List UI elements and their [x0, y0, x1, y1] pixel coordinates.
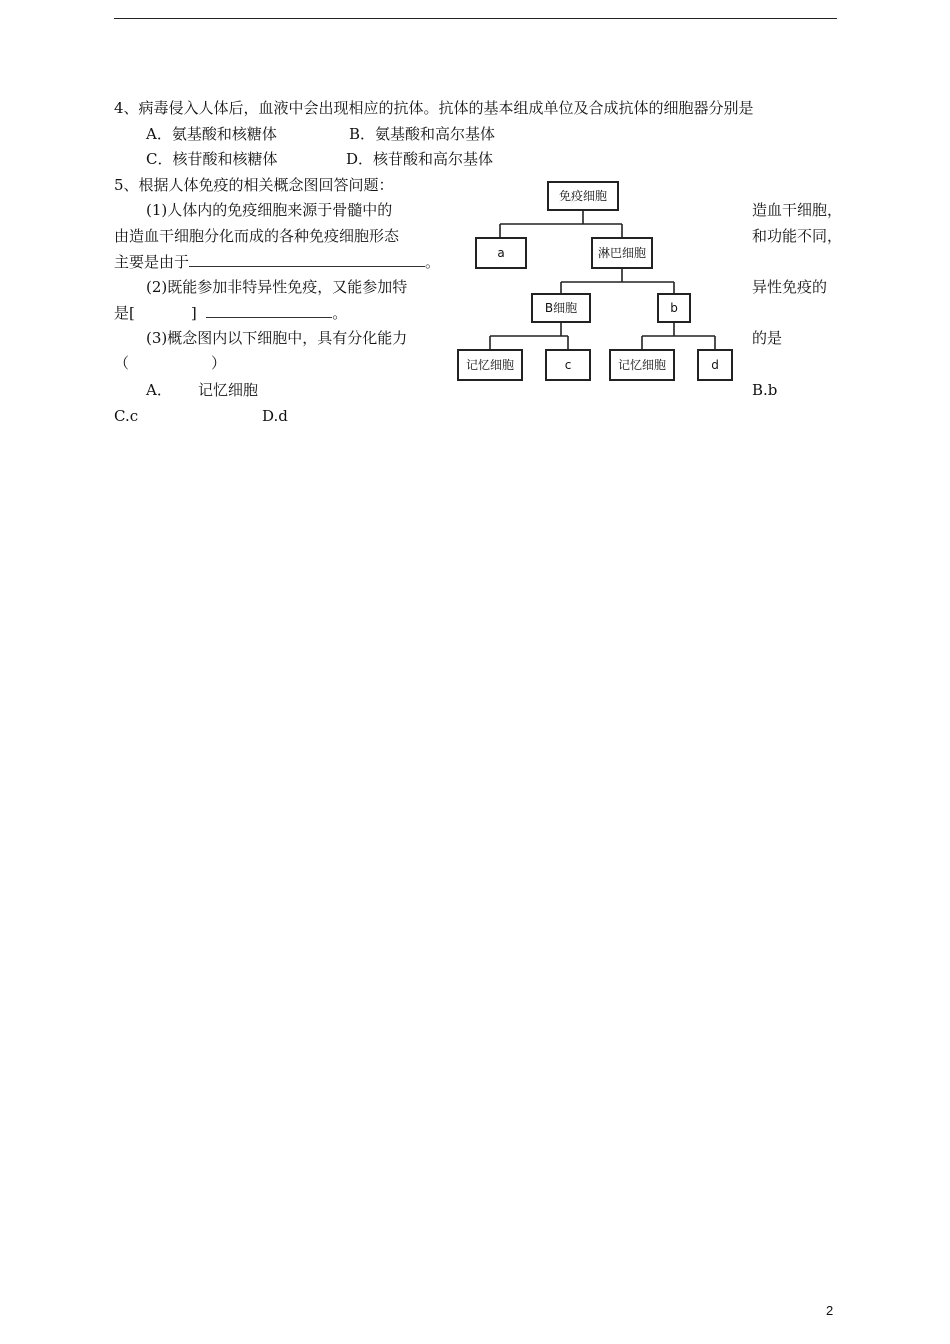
q5-p1-line3	[114, 252, 440, 272]
q5-p1-line1-right: 造血干细胞，	[752, 201, 843, 219]
q5-p2-mid: ]	[190, 304, 197, 322]
edge-b	[642, 322, 715, 350]
q4-option-d: D．核苷酸和高尔基体	[346, 150, 494, 168]
node-root-label: 免疫细胞	[558, 189, 607, 203]
q5-stem: 5、根据人体免疫的相关概念图回答问题：	[114, 176, 394, 194]
q5-p1-line2-right: 和功能不同，	[752, 227, 843, 245]
q4-option-c: C．核苷酸和核糖体	[146, 150, 278, 168]
q5-p3-line1-left: (3)概念图内以下细胞中，具有分化能力	[146, 329, 408, 347]
q5-option-a-letter: A．	[146, 381, 172, 399]
q5-p3-line1-right: 的是	[752, 329, 783, 347]
node-memory1-label: 记忆细胞	[465, 358, 514, 372]
q4-option-a: A．氨基酸和核糖体	[146, 125, 277, 143]
node-memory2-label: 记忆细胞	[617, 358, 666, 372]
paren-open: （	[114, 354, 130, 372]
edge-lymph	[561, 268, 674, 294]
q5-p2-line1-left: (2)既能参加非特异性免疫，又能参加特	[146, 278, 408, 296]
q5-p2-line2	[114, 303, 347, 323]
q5-p3-paren	[114, 353, 226, 373]
q5-p1-suffix: 。	[425, 253, 441, 271]
q5-option-d: D.d	[262, 407, 288, 425]
diagram-svg	[440, 178, 760, 388]
edge-bcell	[490, 322, 568, 350]
q5-p2-prefix: 是[	[114, 304, 135, 322]
node-a-label: a	[497, 246, 505, 260]
header-rule	[114, 18, 837, 19]
q5-p1-prefix: 主要是由于	[114, 253, 190, 271]
edge-root	[500, 210, 622, 238]
node-bcell-label: B细胞	[544, 301, 578, 315]
immune-concept-diagram	[440, 178, 760, 388]
node-b-label: b	[670, 301, 678, 315]
node-d-label: d	[711, 358, 719, 372]
q5-p2-suffix: 。	[332, 304, 348, 322]
node-c-label: c	[564, 358, 572, 372]
q5-option-c: C.c	[114, 407, 139, 425]
q4-stem: 4、病毒侵入人体后，血液中会出现相应的抗体。抗体的基本组成单位及合成抗体的细胞器分别是	[114, 99, 754, 117]
q5-p1-line1-left: (1)人体内的免疫细胞来源于骨髓中的	[146, 201, 393, 219]
page-number: 2	[826, 1303, 834, 1318]
q5-p1-line2-left: 由造血干细胞分化而成的各种免疫细胞形态	[114, 227, 400, 245]
q5-option-a-text: 记忆细胞	[198, 381, 259, 399]
answer-blank-2[interactable]	[206, 303, 332, 318]
answer-blank-1[interactable]	[189, 252, 425, 267]
q4-option-b: B．氨基酸和高尔基体	[349, 125, 496, 143]
q5-option-b: B.b	[752, 381, 778, 399]
paren-close: ）	[211, 354, 227, 372]
q5-p2-line1-right: 异性免疫的	[752, 278, 828, 296]
node-lymph-label: 淋巴细胞	[597, 246, 646, 260]
